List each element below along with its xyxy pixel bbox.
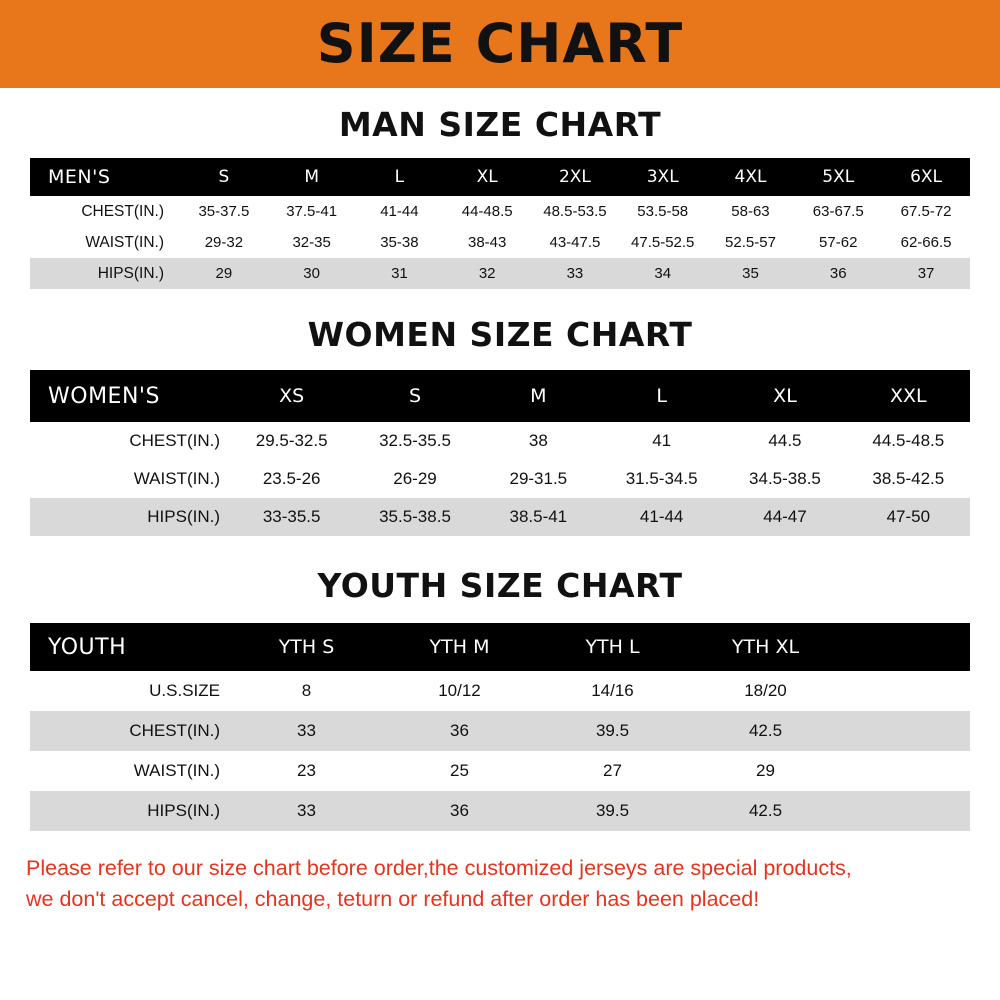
- man-cell: 31: [391, 265, 408, 282]
- women-cell: 34.5-38.5: [749, 469, 821, 488]
- page-title: SIZE CHART: [316, 12, 684, 75]
- table-row: [30, 422, 970, 460]
- man-header-cell: S: [218, 167, 230, 187]
- women-cell: 31.5-34.5: [625, 469, 698, 488]
- man-row-label: WAIST(IN.): [85, 233, 164, 251]
- table-row: [30, 258, 970, 289]
- women-header-cell: M: [530, 385, 547, 407]
- women-cell: 29.5-32.5: [255, 431, 328, 450]
- youth-cell: 27: [603, 761, 622, 780]
- women-cell: 33-35.5: [262, 507, 321, 526]
- women-cell: 38: [528, 431, 548, 450]
- youth-cell: 39.5: [595, 721, 630, 740]
- man-section-heading: MAN SIZE CHART: [338, 105, 662, 144]
- man-cell: 62-66.5: [900, 234, 952, 251]
- man-header-cell: 3XL: [646, 167, 679, 187]
- women-cell: 38.5-42.5: [872, 469, 945, 488]
- youth-cell: 33: [297, 721, 316, 740]
- youth-cell: 25: [450, 761, 469, 780]
- women-row-label: HIPS(IN.): [147, 507, 220, 526]
- table-row: [30, 460, 970, 498]
- youth-cell: 23: [297, 761, 316, 780]
- youth-row-label: HIPS(IN.): [147, 801, 220, 820]
- women-header-cell: L: [656, 385, 667, 407]
- man-header-cell: 2XL: [558, 167, 591, 187]
- youth-header-cell: YOUTH: [48, 634, 127, 660]
- man-cell: 37: [917, 265, 935, 282]
- youth-cell: 18/20: [744, 681, 787, 700]
- youth-section-heading: YOUTH SIZE CHART: [317, 566, 683, 605]
- youth-cell: 8: [301, 681, 312, 700]
- footer-note-line-2: we don't accept cancel, change, teturn or refund after order has been placed!: [26, 886, 760, 911]
- youth-header-cell: YTH S: [278, 636, 335, 658]
- man-cell: 34: [654, 265, 672, 282]
- man-cell: 32-35: [292, 234, 331, 251]
- women-cell: 38.5-41: [509, 507, 568, 526]
- man-cell: 30: [303, 265, 320, 282]
- man-cell: 58-63: [731, 203, 770, 220]
- women-cell: 44.5: [768, 431, 802, 450]
- footer-note: [0, 853, 1000, 914]
- man-cell: 67.5-72: [900, 203, 952, 220]
- women-cell: 47-50: [886, 507, 931, 526]
- man-table-header-row: [30, 158, 970, 196]
- women-cell: 32.5-35.5: [379, 431, 451, 450]
- youth-row-label: CHEST(IN.): [129, 721, 220, 740]
- women-cell: 29-31.5: [509, 469, 568, 488]
- youth-cell: 10/12: [438, 681, 481, 700]
- man-cell: 35-38: [380, 234, 419, 251]
- man-cell: 29: [215, 265, 233, 282]
- women-header-cell: XL: [773, 385, 797, 407]
- women-cell: 23.5-26: [262, 469, 321, 488]
- footer-note-line-1: Please refer to our size chart before order,the customized jerseys are special products,: [26, 856, 852, 880]
- women-cell: 44.5-48.5: [872, 431, 945, 450]
- man-header-cell: MEN'S: [48, 166, 111, 188]
- page-banner: [0, 0, 1000, 88]
- youth-header-cell: YTH M: [429, 636, 490, 658]
- women-size-table-wrap: [30, 370, 970, 536]
- youth-size-table: [30, 623, 970, 831]
- man-cell: 32: [478, 265, 496, 282]
- women-cell: 35.5-38.5: [379, 507, 451, 526]
- youth-cell: 36: [450, 721, 469, 740]
- man-size-table-wrap: [30, 158, 970, 289]
- youth-cell: 29: [756, 761, 775, 780]
- table-row: [30, 711, 970, 751]
- youth-cell: 33: [297, 801, 316, 820]
- youth-header-spacer: [842, 623, 970, 671]
- table-row: [30, 227, 970, 258]
- youth-cell: 39.5: [595, 801, 630, 820]
- man-cell: 57-62: [819, 234, 858, 251]
- women-size-table: [30, 370, 970, 536]
- table-row: [30, 196, 970, 227]
- women-header-cell: XXL: [890, 385, 927, 407]
- man-cell: 47.5-52.5: [631, 234, 695, 251]
- man-cell: 63-67.5: [812, 203, 864, 220]
- youth-cell-spacer: [842, 711, 970, 751]
- youth-cell: 14/16: [591, 681, 634, 700]
- man-header-cell: 6XL: [910, 167, 943, 187]
- women-cell: 26-29: [393, 469, 437, 488]
- women-table-header-row: [30, 370, 970, 422]
- man-row-label: CHEST(IN.): [81, 202, 164, 220]
- women-header-cell: WOMEN'S: [48, 383, 160, 409]
- man-cell: 35: [742, 265, 759, 282]
- youth-row-label: WAIST(IN.): [133, 761, 220, 780]
- man-header-cell: 5XL: [822, 167, 855, 187]
- youth-cell-spacer: [842, 791, 970, 831]
- youth-cell-spacer: [842, 751, 970, 791]
- table-row: [30, 498, 970, 536]
- man-row-label: HIPS(IN.): [97, 264, 164, 282]
- women-header-cell: S: [408, 385, 422, 407]
- youth-row-label: U.S.SIZE: [149, 681, 220, 700]
- man-header-cell: M: [304, 167, 319, 187]
- man-cell: 43-47.5: [549, 234, 601, 251]
- man-cell: 29-32: [204, 234, 244, 251]
- man-cell: 41-44: [380, 203, 419, 220]
- youth-header-cell: YTH L: [585, 636, 640, 658]
- women-row-label: WAIST(IN.): [133, 469, 220, 488]
- man-cell: 33: [566, 265, 584, 282]
- man-header-cell: 4XL: [734, 167, 767, 187]
- youth-size-table-wrap: [30, 623, 970, 831]
- man-header-cell: XL: [476, 167, 498, 187]
- man-cell: 38-43: [467, 234, 507, 251]
- youth-header-cell: YTH XL: [731, 636, 800, 658]
- man-cell: 37.5-41: [286, 203, 338, 220]
- table-row: [30, 751, 970, 791]
- table-row: [30, 791, 970, 831]
- table-row: [30, 671, 970, 711]
- youth-cell: 36: [450, 801, 469, 820]
- man-cell: 48.5-53.5: [543, 203, 607, 220]
- women-section-heading: WOMEN SIZE CHART: [307, 315, 693, 354]
- youth-cell: 42.5: [748, 801, 783, 820]
- youth-cell-spacer: [842, 671, 970, 711]
- women-header-cell: XS: [279, 385, 305, 407]
- youth-cell: 42.5: [748, 721, 783, 740]
- women-row-label: CHEST(IN.): [129, 431, 220, 450]
- women-cell: 41: [652, 431, 672, 450]
- women-cell: 44-47: [763, 507, 807, 526]
- man-size-table: [30, 158, 970, 289]
- man-cell: 53.5-58: [637, 203, 689, 220]
- man-header-cell: L: [394, 167, 405, 187]
- youth-table-header-row: [30, 623, 970, 671]
- man-cell: 35-37.5: [198, 203, 250, 220]
- women-cell: 41-44: [639, 507, 684, 526]
- man-cell: 36: [829, 265, 847, 282]
- man-cell: 44-48.5: [461, 203, 513, 220]
- man-cell: 52.5-57: [725, 234, 776, 251]
